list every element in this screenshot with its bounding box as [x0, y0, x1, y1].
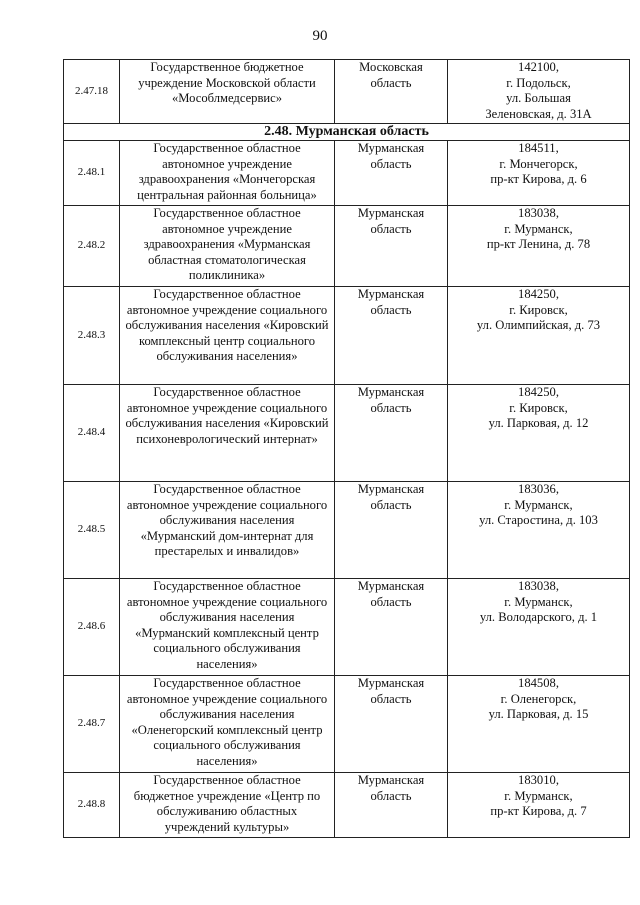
address-line: 183036,	[518, 482, 559, 496]
address-line: г. Оленегорск,	[500, 691, 577, 706]
table-row	[64, 482, 630, 579]
institution-name: Государственное областное автономное учреждение социального обслуживания населения «Мурманский комплексный центр социального обслуживания населения»	[120, 579, 335, 676]
address-line: ул. Володарского, д. 1	[479, 610, 598, 625]
address-line: 183038,	[518, 206, 559, 220]
address-line: ул. Олимпийская, д. 73	[476, 318, 601, 333]
institution-address	[448, 60, 630, 124]
institution-name: Государственное областное автономное учреждение социального обслуживания населения «Оленегорский комплексный центр социального обслуживания населения»	[120, 676, 335, 773]
region-header-row	[64, 124, 630, 141]
address-line: г. Мурманск,	[504, 788, 573, 803]
address-line: 183038,	[518, 579, 559, 593]
region-name: Мурманская область	[335, 141, 448, 206]
region-name: Мурманская область	[335, 482, 448, 579]
region-name: Мурманская область	[335, 206, 448, 287]
address-line: 184250,	[518, 287, 559, 301]
address-line: г. Кировск,	[509, 400, 568, 415]
address-line: г. Мурманск,	[504, 221, 573, 236]
address-line: ул. Парковая, д. 15	[488, 707, 589, 722]
row-number: 2.48.5	[64, 482, 120, 579]
institutions-table	[63, 59, 630, 838]
page-number: 90	[312, 28, 328, 44]
address-line: г. Мурманск,	[504, 594, 573, 609]
table-body	[64, 60, 630, 838]
address-line: 184511,	[518, 141, 559, 155]
institution-address	[448, 773, 630, 838]
address-line: 184508,	[518, 676, 559, 690]
table-row	[64, 579, 630, 676]
address-line: ул. Большая	[506, 91, 571, 106]
row-number: 2.48.2	[64, 206, 120, 287]
row-number: 2.48.3	[64, 287, 120, 385]
institution-name: Государственное областное автономное учреждение социального обслуживания населения «Мурманский дом-интернат для престарелых и инвалидов»	[120, 482, 335, 579]
row-number: 2.48.7	[64, 676, 120, 773]
address-line: 142100,	[518, 60, 559, 74]
institution-address	[448, 287, 630, 385]
region-name: Мурманская область	[335, 579, 448, 676]
institution-name: Государственное областное автономное учреждение здравоохранения «Мончегорская центральная районная больница»	[120, 141, 335, 206]
institution-address	[448, 385, 630, 482]
institution-address	[448, 482, 630, 579]
row-number: 2.48.6	[64, 579, 120, 676]
address-line: пр-кт Ленина, д. 78	[486, 237, 591, 252]
table-row	[64, 773, 630, 838]
institution-name: Государственное областное автономное учреждение социального обслуживания населения «Кировский психоневрологический интернат»	[120, 385, 335, 482]
institution-name: Государственное областное автономное учреждение социального обслуживания населения «Кировский комплексный центр социального обслуживания населения»	[120, 287, 335, 385]
address-line: Зеленовская, д. 31А	[485, 106, 592, 121]
table-row	[64, 60, 630, 124]
region-header: 2.48. Мурманская область	[64, 124, 630, 141]
address-line: г. Мончегорск,	[499, 156, 578, 171]
address-line: 184250,	[518, 385, 559, 399]
address-line: пр-кт Кирова, д. 6	[490, 172, 587, 187]
row-number: 2.47.18	[64, 60, 120, 124]
address-line: г. Кировск,	[509, 302, 568, 317]
region-name: Мурманская область	[335, 773, 448, 838]
region-name: Мурманская область	[335, 385, 448, 482]
table-row	[64, 385, 630, 482]
row-number: 2.48.8	[64, 773, 120, 838]
region-name: Московская область	[335, 60, 448, 124]
address-line: г. Подольск,	[506, 75, 571, 90]
row-number: 2.48.1	[64, 141, 120, 206]
institution-address	[448, 141, 630, 206]
institution-name: Государственное областное бюджетное учреждение «Центр по обслуживанию областных учреждений культуры»	[120, 773, 335, 838]
address-line: 183010,	[518, 773, 559, 787]
region-name: Мурманская область	[335, 287, 448, 385]
row-number: 2.48.4	[64, 385, 120, 482]
institution-name: Государственное бюджетное учреждение Московской области «Мособлмедсервис»	[120, 60, 335, 124]
institution-address	[448, 676, 630, 773]
table-row	[64, 141, 630, 206]
institution-address	[448, 579, 630, 676]
address-line: ул. Старостина, д. 103	[479, 513, 598, 528]
address-line: пр-кт Кирова, д. 7	[490, 804, 587, 819]
table-row	[64, 676, 630, 773]
table-row	[64, 206, 630, 287]
institution-address	[448, 206, 630, 287]
address-line: ул. Парковая, д. 12	[488, 416, 589, 431]
region-name: Мурманская область	[335, 676, 448, 773]
institution-name: Государственное областное автономное учреждение здравоохранения «Мурманская областная стоматологическая поликлиника»	[120, 206, 335, 287]
table-row	[64, 287, 630, 385]
address-line: г. Мурманск,	[504, 497, 573, 512]
